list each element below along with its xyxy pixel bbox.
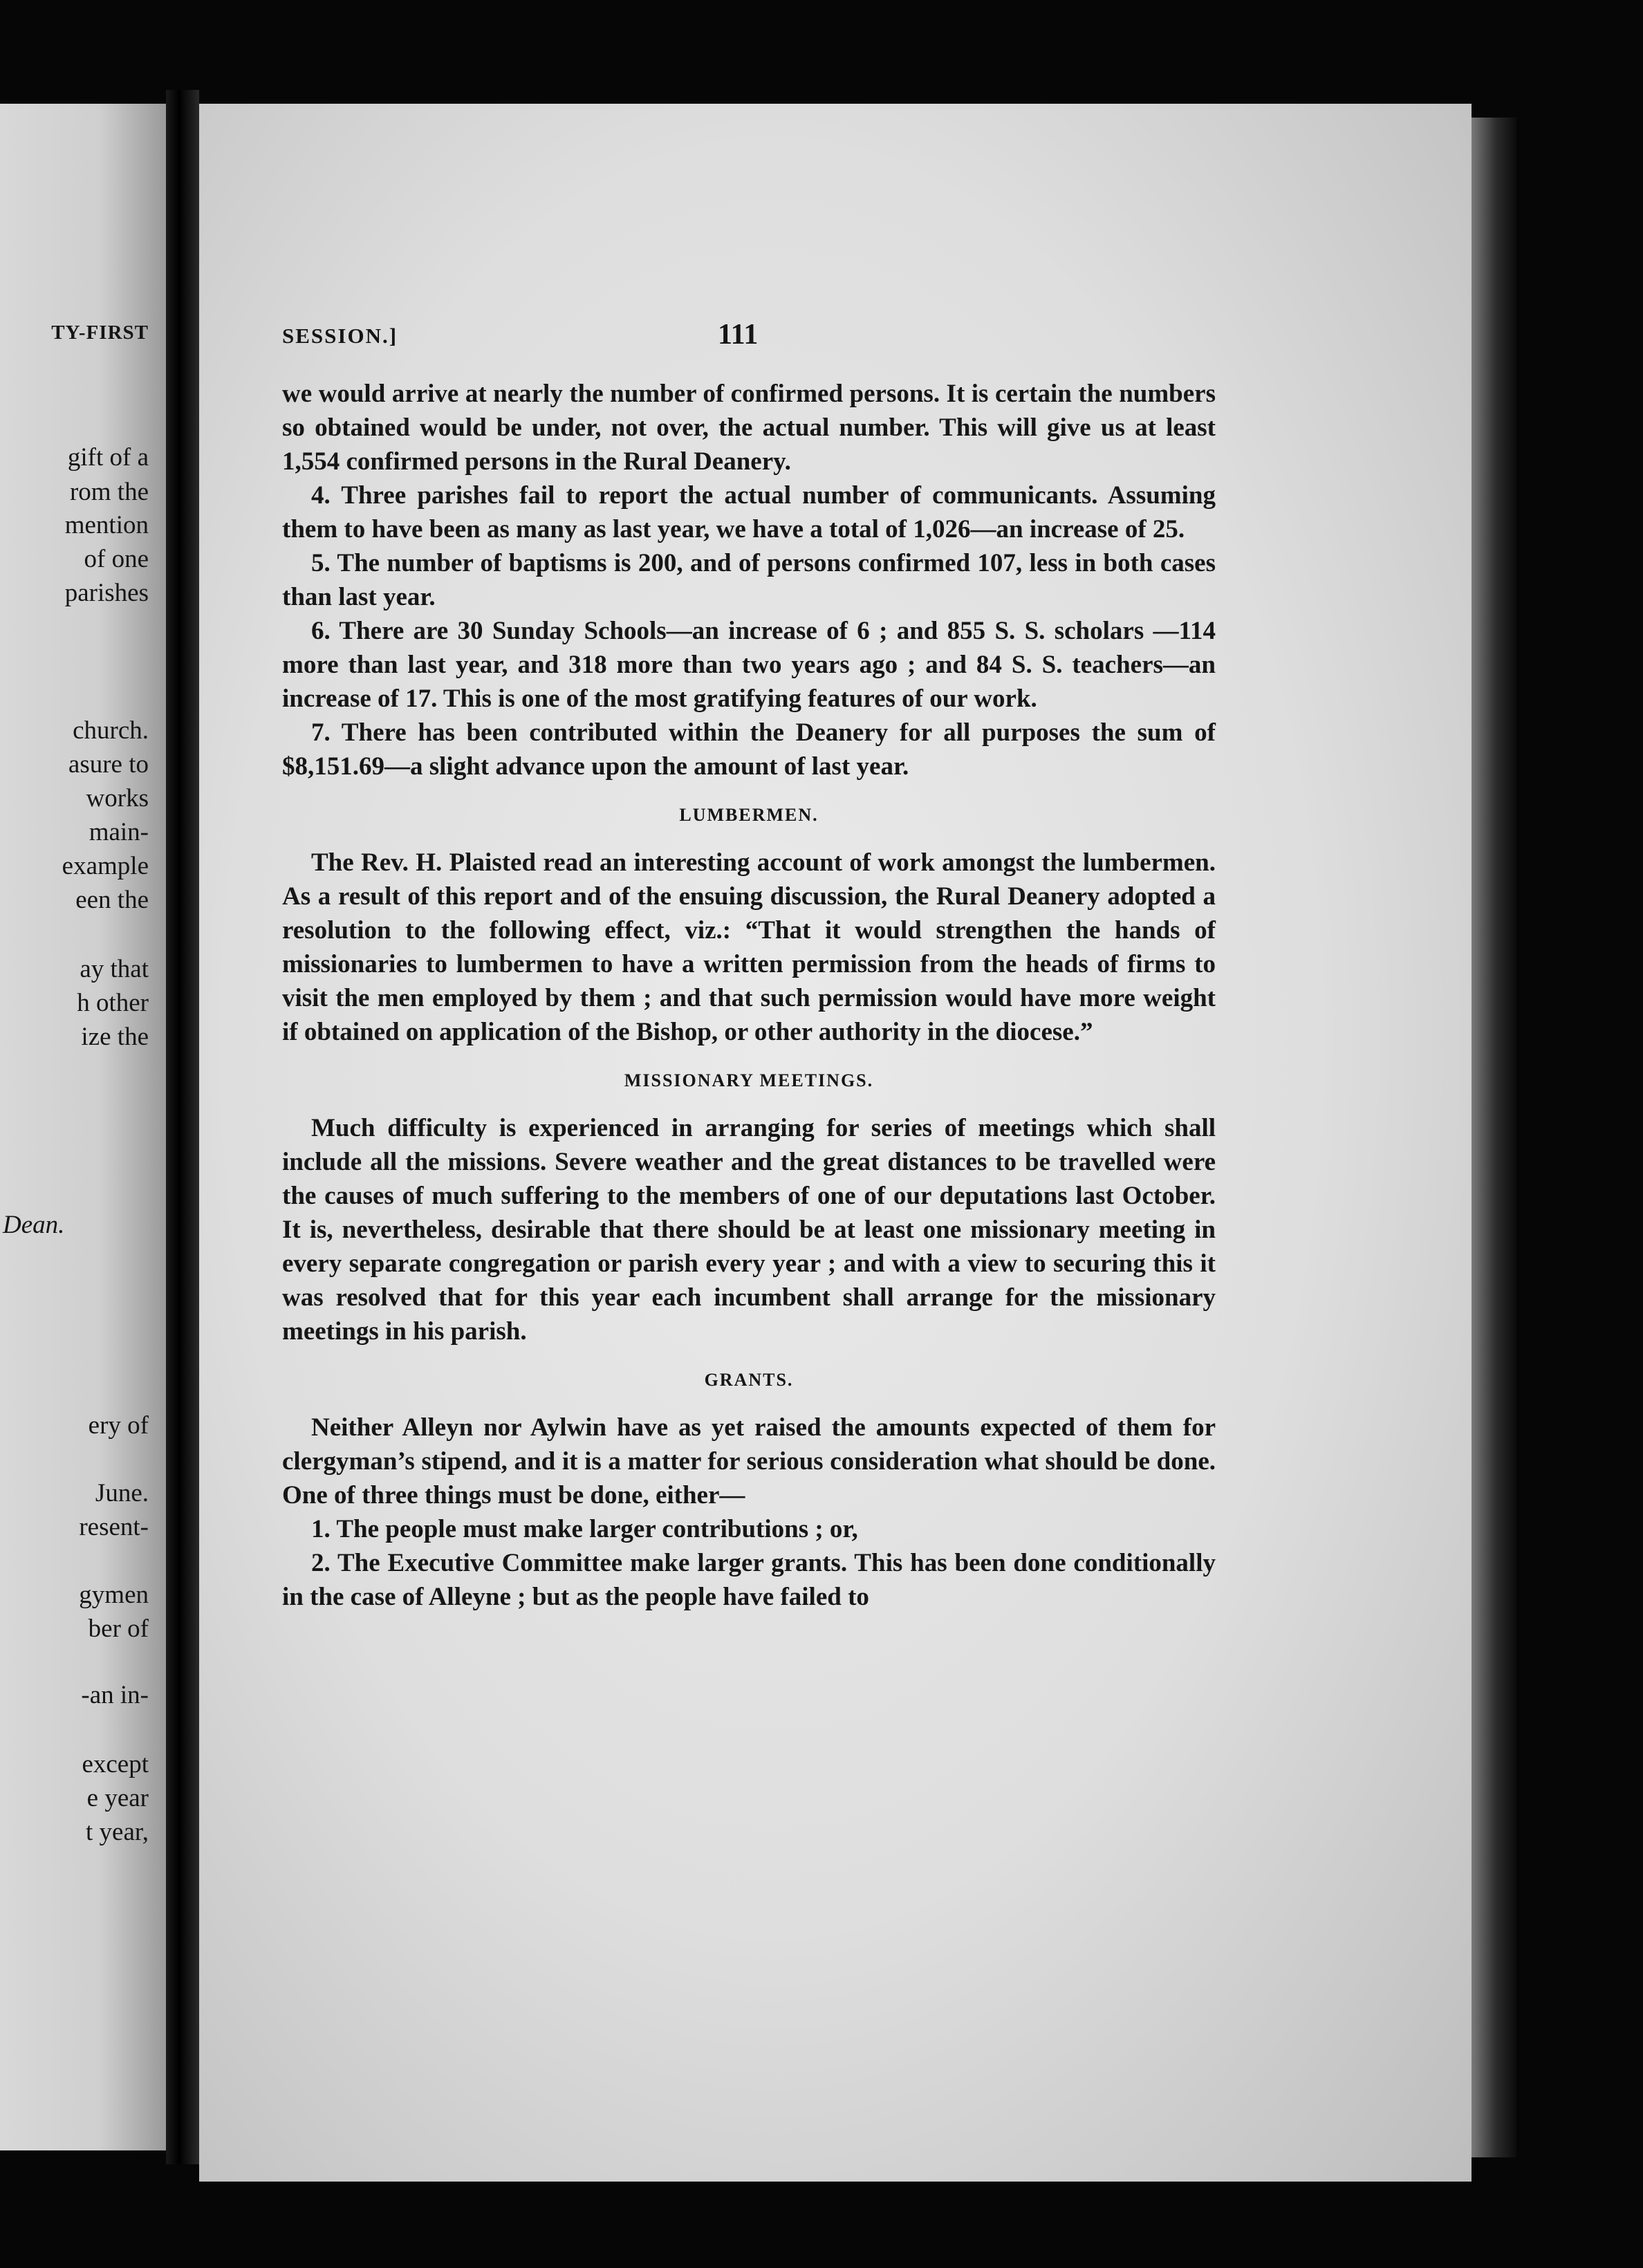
- left-page-line: e year: [86, 1784, 149, 1812]
- page-number: 111: [718, 319, 759, 351]
- book-gutter: [166, 90, 199, 2164]
- paragraph-communicants: 4. Three parishes fail to report the actual number of communicants. Assuming them to have been as many as last year, we have a total of 1,026—an increase of 25.: [282, 481, 1216, 543]
- left-page-line: ize the: [81, 1023, 149, 1051]
- left-page-line: works: [86, 784, 149, 812]
- left-page-line: ery of: [88, 1411, 149, 1440]
- left-page-line: parishes: [64, 579, 149, 607]
- left-page-line: except: [82, 1750, 149, 1778]
- left-page-line: of one: [84, 545, 149, 573]
- paragraph-grants: Neither Alleyn nor Aylwin have as yet raised the amounts expected of them for clergyman’s stipend, and it is a matter for serious consideration what should be done. One of three things must be done, either—: [282, 1413, 1216, 1509]
- left-facing-page: [0, 104, 166, 2150]
- left-page-line: rom the: [69, 478, 149, 506]
- left-page-line: gymen: [79, 1581, 149, 1609]
- left-page-line: h other: [77, 989, 149, 1017]
- left-page-line: June.: [95, 1479, 149, 1507]
- paragraph-contributions: 7. There has been contributed within the Deanery for all purposes the sum of $8,151.69—a slight advance upon the amount of last year.: [282, 718, 1216, 781]
- left-page-line: main-: [89, 818, 149, 846]
- left-page-line: een the: [75, 886, 149, 914]
- paragraph-option-1: 1. The people must make larger contributions ; or,: [311, 1515, 858, 1543]
- left-page-line: ay that: [80, 955, 149, 983]
- paragraph-missionary-meetings: Much difficulty is experienced in arranging for series of meetings which shall include all the missions. Severe weather and the great distances to be travelled were the causes of much suffering to the members of one of our deputations last October. It is, nevertheless, desirable that there should be at least one missionary meeting in every separate congregation or parish every year ; and with a view to securing this it was resolved that for this year each incumbent shall arrange for the missionary meetings in his parish.: [282, 1114, 1216, 1346]
- section-heading-missionary-meetings: MISSIONARY MEETINGS.: [624, 1070, 874, 1090]
- left-page-line: -an in-: [81, 1681, 149, 1709]
- section-heading-grants: GRANTS.: [704, 1370, 794, 1390]
- page-body: [282, 377, 1216, 1614]
- left-page-line: example: [62, 852, 149, 880]
- left-page-line: gift of a: [67, 443, 149, 472]
- page-edge-shadow: [1472, 118, 1516, 2157]
- page-header: [282, 318, 1216, 360]
- running-head: SESSION.]: [282, 324, 398, 348]
- left-page-header-fragment: TY-FIRST: [51, 322, 149, 344]
- paragraph-baptisms: 5. The number of baptisms is 200, and of persons confirmed 107, less in both cases than last year.: [282, 549, 1216, 611]
- paragraph-lumbermen: The Rev. H. Plaisted read an interesting account of work amongst the lumbermen. As a result of this report and of the ensuing discussion, the Rural Deanery adopted a resolution to the following effect, viz.: “That it would strengthen the hands of missionaries to lumbermen to have a written permission from the heads of firms to visit the men employed by them ; and that such permission would have more weight if obtained on application of the Bishop, or other authority in the diocese.”: [282, 848, 1216, 1046]
- left-page-line: Dean.: [3, 1211, 65, 1239]
- left-page-line: mention: [64, 511, 149, 539]
- section-heading-lumbermen: LUMBERMEN.: [679, 805, 819, 825]
- left-page-line: ber of: [88, 1615, 149, 1643]
- left-page-line: resent-: [79, 1513, 149, 1541]
- left-page-line: t year,: [86, 1818, 149, 1846]
- left-page-line: asure to: [68, 750, 149, 779]
- left-page-line: church.: [73, 716, 149, 745]
- paragraph-confirmed-persons: we would arrive at nearly the number of confirmed persons. It is certain the numbers so obtained would be under, not over, the actual number. This will give us at least 1,554 confirmed persons in the Rural Deanery.: [282, 380, 1216, 476]
- paragraph-sunday-schools: 6. There are 30 Sunday Schools—an increase of 6 ; and 855 S. S. scholars —114 more than last year, and 318 more than two years ago ; and 84 S. S. teachers—an increase of 17. This is one of the most gratifying features of our work.: [282, 617, 1216, 713]
- paragraph-option-2: 2. The Executive Committee make larger grants. This has been done conditionally in the case of Alleyne ; but as the people have failed to: [282, 1549, 1216, 1611]
